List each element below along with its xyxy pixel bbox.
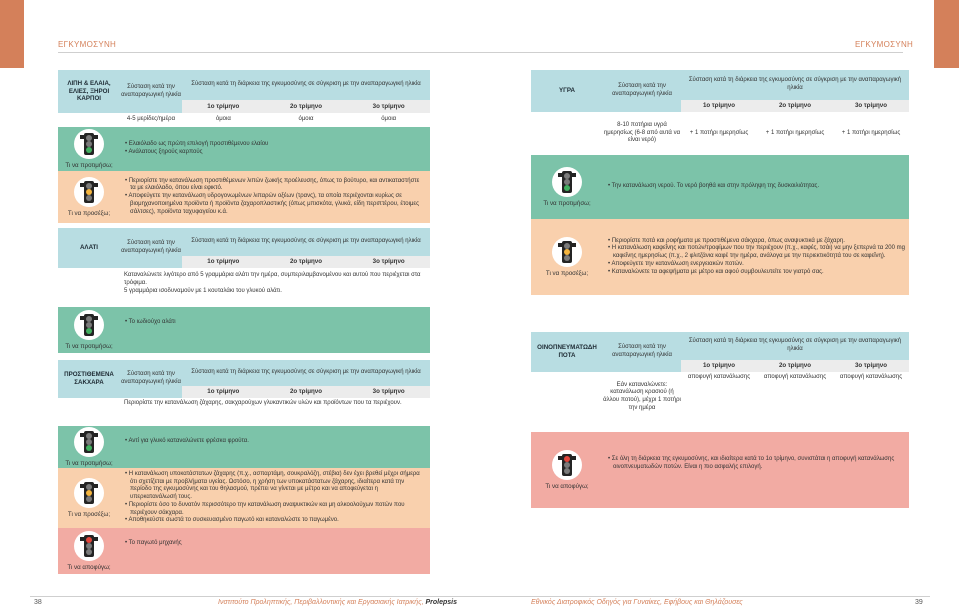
salt-recommendation <box>120 268 430 300</box>
alcohol-value-1: αποφυγή κατανάλωσης <box>681 372 757 422</box>
sugar-section <box>58 360 430 574</box>
alcohol-reference-header: Σύσταση κατά την αναπαραγωγική ηλικία <box>603 332 681 372</box>
list-item: • Αποφεύγετε την κατανάλωση υδρογονωμένων λιπαρών οξέων (τρανς), τα οποία περιέχονται κυρίως σε βιομηχανοποιημένα προϊόντα ή προϊόντα ζαχαροπλαστικής (όπως μπισκότα, γλυκά, είδη περιπτέρου, έτοιμες σάλτσες), προϊόντα ταχυφαγείου κ.ά. <box>124 193 426 216</box>
fluids-value-2: + 1 ποτήρι ημερησίως <box>757 112 833 155</box>
alcohol-trimester-3: 3ο τρίμηνο <box>854 362 888 370</box>
list-item: • Το παγωτό μηχανής <box>124 540 426 548</box>
salt-reference-header: Σύσταση κατά την αναπαραγωγική ηλικία <box>120 228 182 268</box>
alcohol-trimester-1: 1ο τρίμηνο <box>702 362 736 370</box>
footer-rule <box>30 596 930 597</box>
fats-caution-label: Τι να προσέξω; <box>67 209 111 217</box>
salt-prefer-cell <box>58 307 120 353</box>
salt-title: ΑΛΑΤΙ <box>58 228 120 268</box>
fluids-pregnancy-header: Σύσταση κατά τη διάρκεια της εγκυμοσύνης σε σύγκριση με την αναπαραγωγική ηλικία <box>681 70 909 100</box>
traffic-light-red-icon <box>74 531 104 561</box>
sugar-prefer-label: Τι να προτιμήσω; <box>65 459 113 467</box>
traffic-light-yellow-icon <box>74 478 104 508</box>
salt-pregnancy-header: Σύσταση κατά τη διάρκεια της εγκυμοσύνης σε σύγκριση με την αναπαραγωγική ηλικία <box>182 228 430 256</box>
left-header-rule <box>58 52 903 53</box>
alcohol-reference-value: Εάν καταναλώνετε: κατανάλωση κρασιού (ή άλλου ποτού), μέχρι 1 ποτήρι την ημέρα <box>603 372 681 422</box>
sugar-prefer-list <box>124 438 426 446</box>
fats-prefer-cell <box>58 127 120 171</box>
sugar-trimester-2: 2ο τρίμηνο <box>289 388 322 396</box>
sugar-avoid-label: Τι να αποφύγω; <box>67 563 111 571</box>
salt-trimester-1: 1ο τρίμηνο <box>207 258 240 266</box>
left-footer-text <box>218 599 457 606</box>
sugar-avoid-list <box>124 540 426 548</box>
traffic-light-red-icon <box>552 450 582 480</box>
fluids-reference-value: 8-10 ποτήρια υγρά ημερησίως (6-8 από αυτά να είναι νερό) <box>603 112 681 155</box>
traffic-light-green-icon <box>552 167 582 197</box>
alcohol-trimester-2: 2ο τρίμηνο <box>778 362 812 370</box>
right-footer-text: Εθνικός Διατροφικός Οδηγός για Γυναίκες, Εφήβους και Θηλάζουσες <box>531 599 743 606</box>
list-item: • Την κατανάλωση νερού. Το νερό βοηθά και στην πρόληψη της δυσκοιλιότητας. <box>607 183 905 191</box>
fats-trimester-1: 1ο τρίμηνο <box>207 102 240 110</box>
fats-value-2: όμοια <box>265 113 348 127</box>
fluids-prefer-cell <box>531 155 603 219</box>
fluids-trimester-3: 3ο τρίμηνο <box>854 102 888 110</box>
sugar-prefer-cell <box>58 426 120 468</box>
list-item: • Περιορίστε όσο το δυνατόν περισσότερο την κατανάλωση αναψυκτικών και μη αλκοολούχων ποτών που περιέχουν σάκχαρα. <box>124 502 426 517</box>
fluids-prefer-list <box>607 183 905 191</box>
right-page-number: 39 <box>915 599 923 606</box>
list-item: • Η κατανάλωση υποκατάστατων ζάχαρης (π.χ., ασπαρτάμη, σουκραλόζη, στέβια) δεν έχει βρεθεί μέχρι σήμερα ότι σχετίζεται με προβλήματα υγείας. Ωστόσο, η χρήση των υποκατάστατων ζάχαρης, ιδιαίτερα κατά την περίοδο της εγκυμοσύνης και του θηλασμού, πρέπει να γίνεται με μέτρο και να αποφεύγεται η υπερκατανάλωσή τους. <box>124 471 426 502</box>
right-page-header: ΕΓΚΥΜΟΣΥΝΗ <box>855 40 914 49</box>
sugar-caution-list <box>124 471 426 525</box>
sugar-pregnancy-header: Σύσταση κατά τη διάρκεια της εγκυμοσύνης σε σύγκριση με την αναπαραγωγική ηλικία <box>182 360 430 386</box>
traffic-light-green-icon <box>74 129 104 159</box>
fats-value-3: όμοια <box>347 113 430 127</box>
fluids-section <box>531 70 909 295</box>
left-corner-tab <box>0 0 24 68</box>
list-item: • Περιορίστε την κατανάλωση προστιθέμενων λιπών ζωικής προέλευσης, όπως το βούτυρο, και αντικαταστήστε τα με ελαιόλαδο, όπου είναι εφικτό. <box>124 178 426 193</box>
alcohol-pregnancy-header: Σύσταση κατά τη διάρκεια της εγκυμοσύνης σε σύγκριση με την αναπαραγωγική ηλικία <box>681 332 909 360</box>
fats-trimester-2: 2ο τρίμηνο <box>289 102 322 110</box>
salt-prefer-list <box>124 319 426 327</box>
traffic-light-yellow-icon <box>552 237 582 267</box>
list-item: • Αποφεύγετε την κατανάλωση ενεργειακών ποτών. <box>607 261 905 269</box>
alcohol-avoid-cell <box>531 432 603 508</box>
fats-title: ΛΙΠΗ & ΕΛΑΙΑ, ΕΛΙΕΣ, ΞΗΡΟΙ ΚΑΡΠΟΙ <box>58 70 120 113</box>
sugar-trimester-1: 1ο τρίμηνο <box>207 388 240 396</box>
fats-prefer-label: Τι να προτιμήσω; <box>65 161 113 169</box>
list-item: • Αντί για γλυκό καταναλώνετε φρέσκα φρούτα. <box>124 438 426 446</box>
fluids-caution-list <box>607 238 905 276</box>
fluids-caution-label: Τι να προσέξω; <box>545 269 589 277</box>
salt-section <box>58 228 430 353</box>
fats-caution-list <box>124 178 426 216</box>
list-item: • Αποθηκεύστε σωστά το συσκευασμένο παγωτό και καταναλώστε το παγωμένο. <box>124 517 426 525</box>
list-item: • Η κατανάλωση καφεΐνης και ποτών/τροφίμων που την περιέχουν (π.χ., καφές, τσάι) να μην ξεπερνά τα 200 mg καφεΐνης ημερησίως (π.χ., 2 φλιτζάνια καφέ την ημέρα, ανάλογα με την περιεκτικότητά του σε καφεΐνη). <box>607 245 905 260</box>
fats-section <box>58 70 430 223</box>
traffic-light-green-icon <box>74 427 104 457</box>
right-corner-tab <box>934 0 959 68</box>
sugar-caution-label: Τι να προσέξω; <box>67 510 111 518</box>
left-page-header: ΕΓΚΥΜΟΣΥΝΗ <box>58 40 117 49</box>
fluids-reference-header: Σύσταση κατά την αναπαραγωγική ηλικία <box>603 70 681 112</box>
alcohol-avoid-list <box>607 456 905 471</box>
salt-text-line: 5 γραμμάρια ισοδυναμούν με 1 κουταλάκι του γλυκού αλάτι. <box>124 287 282 294</box>
sugar-reference-header: Σύσταση κατά την αναπαραγωγική ηλικία <box>120 360 182 398</box>
fluids-trimester-1: 1ο τρίμηνο <box>702 102 736 110</box>
left-footer-brand: Prolepsis <box>425 599 458 606</box>
sugar-caution-cell <box>58 468 120 528</box>
list-item: • Ελαιόλαδο ως πρώτη επιλογή προστιθέμενου ελαίου <box>124 141 426 149</box>
alcohol-avoid-label: Τι να αποφύγω; <box>545 482 589 490</box>
alcohol-value-3: αποφυγή κατανάλωσης <box>833 372 909 422</box>
salt-trimester-3: 3ο τρίμηνο <box>372 258 405 266</box>
fluids-caution-cell <box>531 219 603 295</box>
list-item: • Καταναλώνετε τα αφεψήματα με μέτρο και αφού συμβουλευτείτε τον γιατρό σας. <box>607 269 905 277</box>
alcohol-section <box>531 332 909 508</box>
list-item: • Το ιωδιούχο αλάτι <box>124 319 426 327</box>
left-page-number: 38 <box>34 599 42 606</box>
left-footer-institute: Ινστιτούτο Προληπτικής, Περιβαλλοντικής και Εργασιακής Ιατρικής, <box>218 599 424 606</box>
fats-reference-header: Σύσταση κατά την αναπαραγωγική ηλικία <box>120 70 182 113</box>
fats-pregnancy-header: Σύσταση κατά τη διάρκεια της εγκυμοσύνης σε σύγκριση με την αναπαραγωγική ηλικία <box>182 70 430 100</box>
sugar-title: ΠΡΟΣΤΙΘΕΜΕΝΑ ΣΑΚΧΑΡΑ <box>58 360 120 398</box>
sugar-avoid-cell <box>58 528 120 574</box>
traffic-light-yellow-icon <box>74 177 104 207</box>
salt-text-line: Καταναλώνετε λιγότερο από 5 γραμμάρια αλάτι την ημέρα, συμπεριλαμβανομένου και αυτού που περιέχεται στα τρόφιμα. <box>124 272 421 287</box>
salt-trimester-2: 2ο τρίμηνο <box>289 258 322 266</box>
fats-reference-value: 4-5 μερίδες/ημέρα <box>120 113 182 127</box>
list-item: • Σε όλη τη διάρκεια της εγκυμοσύνης, και ιδιαίτερα κατά το 1ο τρίμηνο, συνιστάται η αποφυγή κατανάλωσης οινοπνευματωδών ποτών. Είναι η πιο ασφαλής επιλογή. <box>607 456 905 471</box>
alcohol-title: ΟΙΝΟΠΝΕΥΜΑΤΩΔΗ ΠΟΤΑ <box>531 332 603 372</box>
traffic-light-green-icon <box>74 310 104 340</box>
fluids-value-1: + 1 ποτήρι ημερησίως <box>681 112 757 155</box>
list-item: • Ανάλατους ξηρούς καρπούς <box>124 149 426 157</box>
sugar-trimester-3: 3ο τρίμηνο <box>372 388 405 396</box>
fats-value-1: όμοια <box>182 113 265 127</box>
fluids-prefer-label: Τι να προτιμήσω; <box>543 199 591 207</box>
salt-prefer-label: Τι να προτιμήσω; <box>65 342 113 350</box>
sugar-recommendation: Περιορίστε την κατανάλωση ζάχαρης, σακχαρούχων γλυκαντικών υλών και προϊόντων που τα περιέχουν. <box>120 398 430 418</box>
fluids-value-3: + 1 ποτήρι ημερησίως <box>833 112 909 155</box>
fats-trimester-3: 3ο τρίμηνο <box>372 102 405 110</box>
fluids-title: ΥΓΡΑ <box>531 70 603 112</box>
fats-prefer-list <box>124 141 426 156</box>
fats-caution-cell <box>58 171 120 223</box>
list-item: • Περιορίστε ποτά και ροφήματα με προστιθέμενα σάκχαρα, όπως αναψυκτικά με ζάχαρη. <box>607 238 905 246</box>
fluids-trimester-2: 2ο τρίμηνο <box>778 102 812 110</box>
alcohol-value-2: αποφυγή κατανάλωσης <box>757 372 833 422</box>
